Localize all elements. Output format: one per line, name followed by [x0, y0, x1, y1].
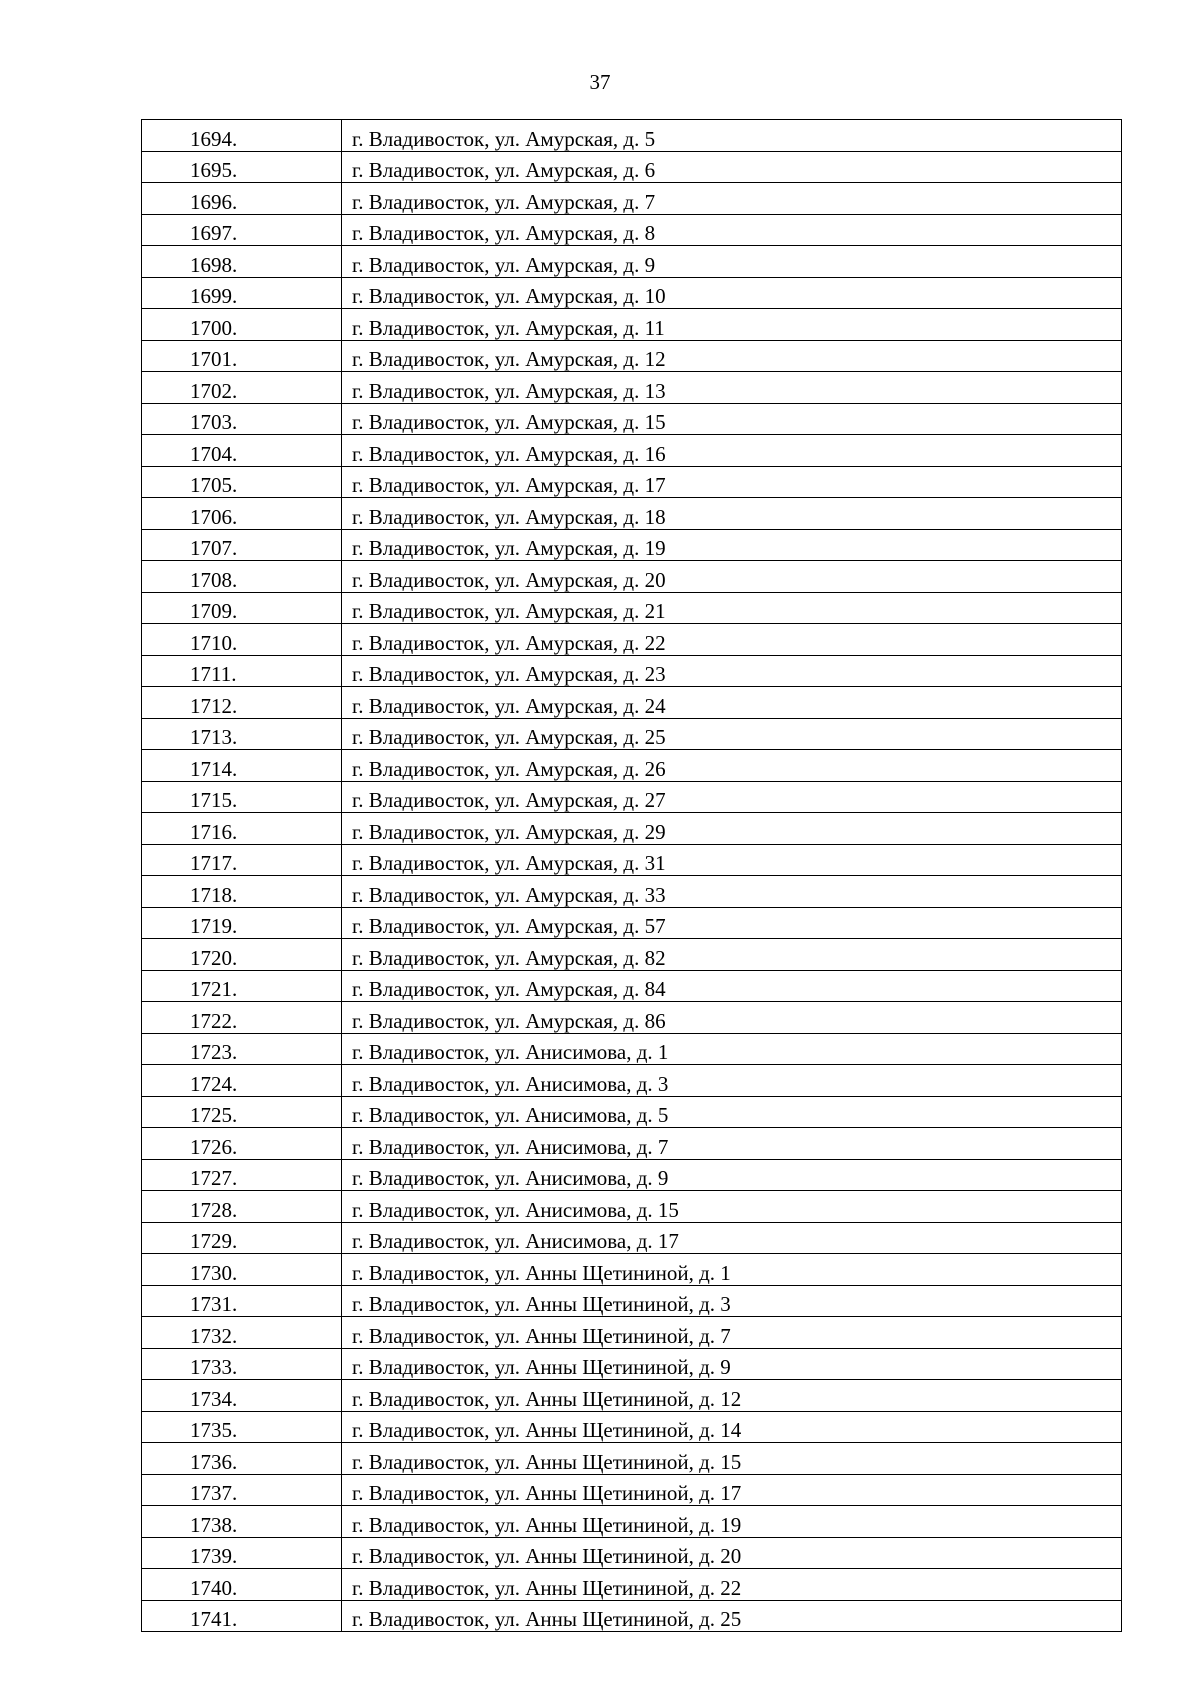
table-row	[142, 655, 1122, 687]
table-row	[142, 466, 1122, 498]
table-row	[142, 309, 1122, 341]
table-row	[142, 718, 1122, 750]
table-row	[142, 687, 1122, 719]
row-address: г. Владивосток, ул. Амурская, д. 25	[342, 718, 1122, 750]
table-row	[142, 1285, 1122, 1317]
row-address: г. Владивосток, ул. Амурская, д. 12	[342, 340, 1122, 372]
row-address: г. Владивосток, ул. Анисимова, д. 17	[342, 1222, 1122, 1254]
address-table	[141, 119, 1122, 1632]
row-number: 1707.	[142, 529, 342, 561]
row-number: 1709.	[142, 592, 342, 624]
row-number: 1719.	[142, 907, 342, 939]
row-number: 1729.	[142, 1222, 342, 1254]
row-address: г. Владивосток, ул. Амурская, д. 23	[342, 655, 1122, 687]
row-address: г. Владивосток, ул. Амурская, д. 7	[342, 183, 1122, 215]
row-address: г. Владивосток, ул. Амурская, д. 29	[342, 813, 1122, 845]
table-row	[142, 1096, 1122, 1128]
row-address: г. Владивосток, ул. Анны Щетининой, д. 7	[342, 1317, 1122, 1349]
table-row	[142, 939, 1122, 971]
row-address: г. Владивосток, ул. Амурская, д. 16	[342, 435, 1122, 467]
row-address: г. Владивосток, ул. Амурская, д. 21	[342, 592, 1122, 624]
table-body	[142, 120, 1122, 1632]
row-number: 1722.	[142, 1002, 342, 1034]
table-row	[142, 340, 1122, 372]
row-number: 1731.	[142, 1285, 342, 1317]
table-row	[142, 1191, 1122, 1223]
row-address: г. Владивосток, ул. Амурская, д. 19	[342, 529, 1122, 561]
table-row	[142, 435, 1122, 467]
table-row	[142, 529, 1122, 561]
table-row	[142, 246, 1122, 278]
row-number: 1738.	[142, 1506, 342, 1538]
table-row	[142, 907, 1122, 939]
row-address: г. Владивосток, ул. Амурская, д. 86	[342, 1002, 1122, 1034]
table-row	[142, 813, 1122, 845]
row-address: г. Владивосток, ул. Анны Щетининой, д. 3	[342, 1285, 1122, 1317]
row-number: 1739.	[142, 1537, 342, 1569]
row-number: 1737.	[142, 1474, 342, 1506]
row-address: г. Владивосток, ул. Анисимова, д. 9	[342, 1159, 1122, 1191]
row-address: г. Владивосток, ул. Амурская, д. 8	[342, 214, 1122, 246]
table-row	[142, 1348, 1122, 1380]
row-number: 1724.	[142, 1065, 342, 1097]
row-address: г. Владивосток, ул. Амурская, д. 15	[342, 403, 1122, 435]
row-number: 1720.	[142, 939, 342, 971]
row-number: 1697.	[142, 214, 342, 246]
table-row	[142, 970, 1122, 1002]
row-number: 1703.	[142, 403, 342, 435]
row-number: 1714.	[142, 750, 342, 782]
row-number: 1741.	[142, 1600, 342, 1632]
row-address: г. Владивосток, ул. Амурская, д. 82	[342, 939, 1122, 971]
table-row	[142, 151, 1122, 183]
row-address: г. Владивосток, ул. Анны Щетининой, д. 12	[342, 1380, 1122, 1412]
row-address: г. Владивосток, ул. Амурская, д. 5	[342, 120, 1122, 152]
row-address: г. Владивосток, ул. Амурская, д. 26	[342, 750, 1122, 782]
row-address: г. Владивосток, ул. Амурская, д. 33	[342, 876, 1122, 908]
row-number: 1740.	[142, 1569, 342, 1601]
row-number: 1698.	[142, 246, 342, 278]
table-row	[142, 1506, 1122, 1538]
table-row	[142, 1159, 1122, 1191]
table-row	[142, 372, 1122, 404]
row-number: 1733.	[142, 1348, 342, 1380]
row-number: 1735.	[142, 1411, 342, 1443]
table-row	[142, 1600, 1122, 1632]
table-row	[142, 1537, 1122, 1569]
row-address: г. Владивосток, ул. Амурская, д. 17	[342, 466, 1122, 498]
row-address: г. Владивосток, ул. Анисимова, д. 3	[342, 1065, 1122, 1097]
table-row	[142, 1380, 1122, 1412]
table-row	[142, 781, 1122, 813]
table-row	[142, 277, 1122, 309]
row-number: 1728.	[142, 1191, 342, 1223]
page-number: 37	[589, 70, 611, 94]
row-number: 1717.	[142, 844, 342, 876]
row-number: 1702.	[142, 372, 342, 404]
row-number: 1701.	[142, 340, 342, 372]
row-number: 1710.	[142, 624, 342, 656]
table-row	[142, 1411, 1122, 1443]
row-number: 1736.	[142, 1443, 342, 1475]
table-row	[142, 1569, 1122, 1601]
table-row	[142, 403, 1122, 435]
row-address: г. Владивосток, ул. Анисимова, д. 5	[342, 1096, 1122, 1128]
table-row	[142, 750, 1122, 782]
table-row	[142, 844, 1122, 876]
row-address: г. Владивосток, ул. Анны Щетининой, д. 9	[342, 1348, 1122, 1380]
row-number: 1711.	[142, 655, 342, 687]
table-row	[142, 1222, 1122, 1254]
row-number: 1718.	[142, 876, 342, 908]
table-row	[142, 214, 1122, 246]
row-address: г. Владивосток, ул. Амурская, д. 11	[342, 309, 1122, 341]
row-address: г. Владивосток, ул. Амурская, д. 31	[342, 844, 1122, 876]
row-address: г. Владивосток, ул. Амурская, д. 6	[342, 151, 1122, 183]
table-row	[142, 592, 1122, 624]
table-row	[142, 1317, 1122, 1349]
row-address: г. Владивосток, ул. Анны Щетининой, д. 25	[342, 1600, 1122, 1632]
table-row	[142, 1474, 1122, 1506]
table-row	[142, 876, 1122, 908]
row-address: г. Владивосток, ул. Анны Щетининой, д. 14	[342, 1411, 1122, 1443]
row-address: г. Владивосток, ул. Амурская, д. 10	[342, 277, 1122, 309]
row-number: 1732.	[142, 1317, 342, 1349]
row-number: 1699.	[142, 277, 342, 309]
row-number: 1727.	[142, 1159, 342, 1191]
row-address: г. Владивосток, ул. Амурская, д. 20	[342, 561, 1122, 593]
row-address: г. Владивосток, ул. Анисимова, д. 1	[342, 1033, 1122, 1065]
row-number: 1712.	[142, 687, 342, 719]
row-address: г. Владивосток, ул. Амурская, д. 13	[342, 372, 1122, 404]
row-address: г. Владивосток, ул. Амурская, д. 18	[342, 498, 1122, 530]
table-row	[142, 1065, 1122, 1097]
row-number: 1721.	[142, 970, 342, 1002]
row-number: 1726.	[142, 1128, 342, 1160]
table-row	[142, 1033, 1122, 1065]
row-number: 1695.	[142, 151, 342, 183]
row-address: г. Владивосток, ул. Амурская, д. 27	[342, 781, 1122, 813]
row-number: 1704.	[142, 435, 342, 467]
table-row	[142, 1254, 1122, 1286]
row-number: 1725.	[142, 1096, 342, 1128]
table-row	[142, 1443, 1122, 1475]
table-row	[142, 1128, 1122, 1160]
row-number: 1708.	[142, 561, 342, 593]
row-number: 1700.	[142, 309, 342, 341]
row-address: г. Владивосток, ул. Анисимова, д. 15	[342, 1191, 1122, 1223]
table-row	[142, 120, 1122, 152]
row-address: г. Владивосток, ул. Анны Щетининой, д. 19	[342, 1506, 1122, 1538]
table-row	[142, 498, 1122, 530]
row-address: г. Владивосток, ул. Анны Щетининой, д. 1	[342, 1254, 1122, 1286]
row-number: 1723.	[142, 1033, 342, 1065]
row-number: 1715.	[142, 781, 342, 813]
row-address: г. Владивосток, ул. Амурская, д. 57	[342, 907, 1122, 939]
row-number: 1706.	[142, 498, 342, 530]
row-number: 1696.	[142, 183, 342, 215]
row-address: г. Владивосток, ул. Анны Щетининой, д. 17	[342, 1474, 1122, 1506]
row-number: 1694.	[142, 120, 342, 152]
row-address: г. Владивосток, ул. Амурская, д. 84	[342, 970, 1122, 1002]
row-address: г. Владивосток, ул. Анны Щетининой, д. 22	[342, 1569, 1122, 1601]
row-number: 1705.	[142, 466, 342, 498]
row-address: г. Владивосток, ул. Анны Щетининой, д. 20	[342, 1537, 1122, 1569]
table-row	[142, 1002, 1122, 1034]
row-number: 1734.	[142, 1380, 342, 1412]
table-row	[142, 183, 1122, 215]
row-address: г. Владивосток, ул. Анны Щетининой, д. 15	[342, 1443, 1122, 1475]
row-address: г. Владивосток, ул. Амурская, д. 22	[342, 624, 1122, 656]
table-row	[142, 561, 1122, 593]
row-address: г. Владивосток, ул. Амурская, д. 9	[342, 246, 1122, 278]
row-number: 1713.	[142, 718, 342, 750]
row-address: г. Владивосток, ул. Амурская, д. 24	[342, 687, 1122, 719]
row-number: 1716.	[142, 813, 342, 845]
row-number: 1730.	[142, 1254, 342, 1286]
row-address: г. Владивосток, ул. Анисимова, д. 7	[342, 1128, 1122, 1160]
table-row	[142, 624, 1122, 656]
